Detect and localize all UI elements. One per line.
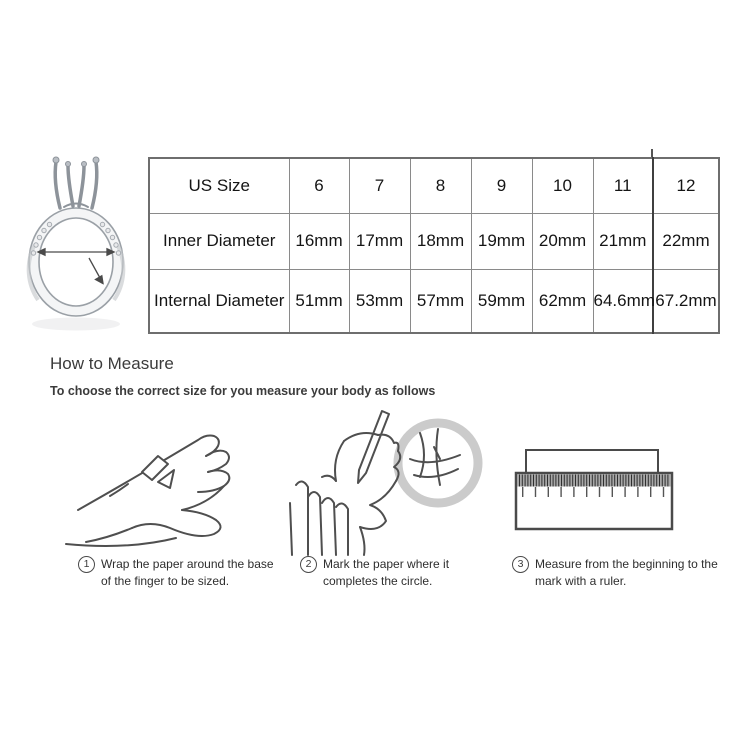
inner-edge-pointer-arrow	[89, 258, 103, 284]
table-row	[149, 213, 719, 269]
row-label: US Size	[149, 158, 289, 213]
hands-marking-paper-with-pen-illustration	[286, 407, 492, 557]
step-number-badge: 2	[300, 556, 317, 573]
step-caption-text: Measure from the beginning to the mark with a ruler.	[535, 557, 718, 588]
ring-diameter-illustration	[16, 150, 140, 342]
table-cell: 8	[410, 158, 471, 213]
table-row	[149, 269, 719, 333]
step-caption-2	[300, 556, 473, 590]
ring-prongs	[55, 162, 97, 208]
table-cell: 9	[471, 158, 532, 213]
ring-prong-tips	[53, 157, 99, 167]
step-caption-1	[78, 556, 279, 590]
table-cell: 6	[289, 158, 349, 213]
step-caption-3	[512, 556, 727, 590]
inner-diameter-arrow	[38, 249, 114, 255]
hand-with-paper-strip-illustration	[58, 412, 286, 556]
step-number-badge: 1	[78, 556, 95, 573]
table-cell: 53mm	[349, 269, 410, 333]
ring-size-table	[148, 157, 720, 334]
table-cell: 67.2mm	[653, 269, 719, 333]
table-cell: 11	[593, 158, 653, 213]
row-label: Internal Diameter	[149, 269, 289, 333]
table-cell: 16mm	[289, 213, 349, 269]
how-to-measure-subtitle: To choose the correct size for you measure your body as follows	[50, 384, 436, 398]
table-cell: 19mm	[471, 213, 532, 269]
table-cell: 17mm	[349, 213, 410, 269]
table-row	[149, 158, 719, 213]
table-cell: 18mm	[410, 213, 471, 269]
table-cell: 22mm	[653, 213, 719, 269]
row-label: Inner Diameter	[149, 213, 289, 269]
table-cell: 57mm	[410, 269, 471, 333]
pen	[358, 411, 389, 483]
step-caption-text: Mark the paper where it completes the circle.	[323, 557, 450, 588]
step-caption-text: Wrap the paper around the base of the finger to be sized.	[101, 557, 274, 588]
table-cell: 10	[532, 158, 593, 213]
left-hand-fingers	[290, 481, 348, 555]
table-cell: 21mm	[593, 213, 653, 269]
step-number-badge: 3	[512, 556, 529, 573]
how-to-measure-title: How to Measure	[50, 354, 174, 373]
table-cell: 59mm	[471, 269, 532, 333]
table-cell: 12	[653, 158, 719, 213]
table-cell: 20mm	[532, 213, 593, 269]
right-hand	[322, 433, 400, 555]
ring-reflection	[32, 318, 120, 331]
ruler-tick-band	[518, 475, 671, 487]
table-cell: 7	[349, 158, 410, 213]
table-cell: 51mm	[289, 269, 349, 333]
table-cell: 62mm	[532, 269, 593, 333]
ruler-measuring-paper-illustration	[510, 445, 700, 540]
table-cell: 64.6mm	[593, 269, 653, 333]
ring-band	[29, 208, 124, 316]
